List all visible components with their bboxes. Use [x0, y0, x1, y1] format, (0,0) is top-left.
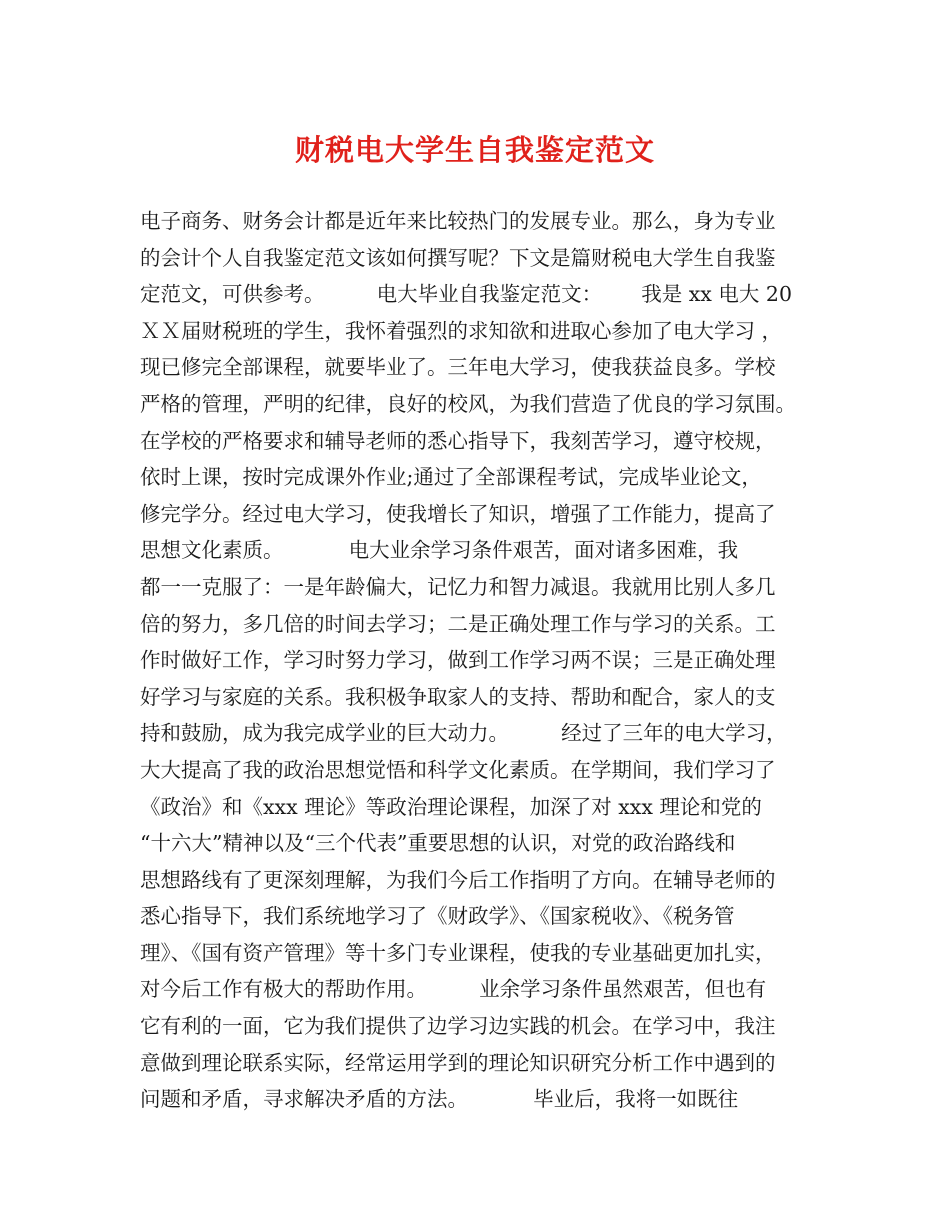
body-text-line: 思想文化素质。 电大业余学习条件艰苦，面对诸多困难，我: [140, 538, 739, 563]
body-text-line: 倍的努力，多几倍的时间去学习；二是正确处理工作与学习的关系。工: [140, 611, 776, 636]
body-text-line: 在学校的严格要求和辅导老师的悉心指导下，我刻苦学习，遵守校规，: [140, 428, 776, 453]
document-title: 财税电大学生自我鉴定范文: [294, 133, 655, 167]
body-text-line: 对今后工作有极大的帮助作用。 业余学习条件虽然艰苦，但也有: [140, 977, 767, 1002]
body-text-line: 意做到理论联系实际，经常运用学到的理论知识研究分析工作中遇到的: [140, 1050, 776, 1075]
body-text-line: 的会计个人自我鉴定范文该如何撰写呢？下文是篇财税电大学生自我鉴: [140, 245, 776, 270]
document-body: [140, 203, 830, 1118]
body-text-line: ＸＸ届财税班的学生，我怀着强烈的求知欲和进取心参加了电大学习 ，: [140, 318, 783, 343]
body-text-line: “十六大”精神以及“三个代表”重要思想的认识，对党的政治路线和: [140, 831, 736, 856]
body-text-line: 好学习与家庭的关系。我积极争取家人的支持、帮助和配合，家人的支: [140, 684, 776, 709]
body-text-line: 电子商务、财务会计都是近年来比较热门的发展专业。那么，身为专业: [140, 209, 776, 233]
body-text-line: 现已修完全部课程，就要毕业了。三年电大学习，使我获益良多。学校: [140, 355, 776, 380]
body-text-line: 持和鼓励，成为我完成学业的巨大动力。 经过了三年的电大学习，: [140, 721, 787, 746]
body-text-line: 严格的管理，严明的纪律，良好的校风，为我们营造了优良的学习氛围。: [140, 391, 796, 416]
body-text-line: 悉心指导下，我们系统地学习了《财政学》、《国家税收》、《税务管: [140, 904, 735, 929]
body-text-line: 《政治》和《xxx 理论》等政治理论课程，加深了对 xxx 理论和党的: [140, 794, 762, 819]
body-text-line: 作时做好工作，学习时努力学习，做到工作学习两不误；三是正确处理: [140, 648, 776, 673]
body-text-line: 定范文，可供参考。 电大毕业自我鉴定范文： 我是 xx 电大 20: [140, 282, 792, 307]
body-text-line: 都一一克服了：一是年龄偏大，记忆力和智力减退。我就用比别人多几: [140, 574, 776, 599]
body-text-line: 理》、《国有资产管理》等十多门专业课程，使我的专业基础更加扎实，: [140, 940, 776, 965]
body-text-line: 它有利的一面，它为我们提供了边学习边实践的机会。在学习中，我注: [140, 1014, 776, 1039]
body-text-line: 依时上课，按时完成课外作业;通过了全部课程考试，完成毕业论文，: [140, 465, 762, 490]
body-text-line: 思想路线有了更深刻理解，为我们今后工作指明了方向。在辅导老师的: [140, 867, 776, 892]
body-text-line: 大大提高了我的政治思想觉悟和科学文化素质。在学期间，我们学习了: [140, 757, 776, 782]
body-text-line: 问题和矛盾，寻求解决矛盾的方法。 毕业后，我将一如既往: [140, 1087, 739, 1112]
body-text-line: 修完学分。经过电大学习，使我增长了知识，增强了工作能力，提高了: [140, 501, 776, 526]
